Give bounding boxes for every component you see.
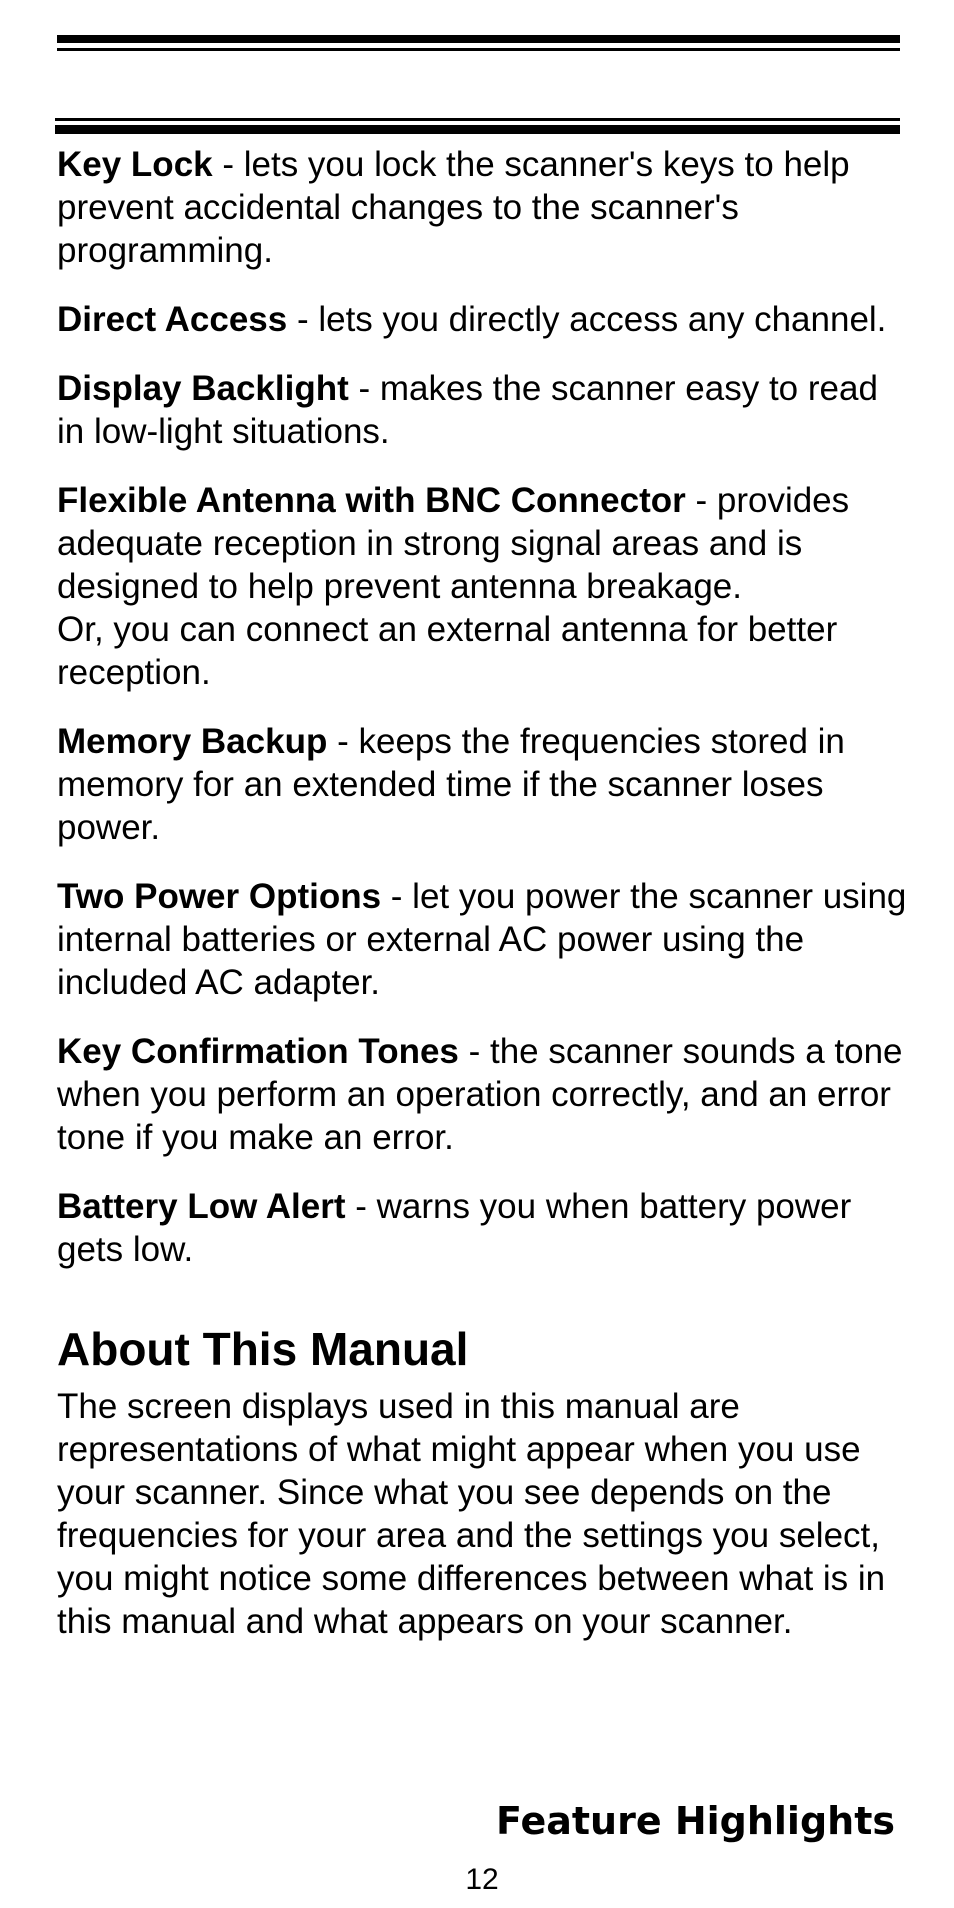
feature-description: - keeps the frequencies stored in memory for an extended time if the scanner loses power. xyxy=(57,722,845,847)
top-rule-thick xyxy=(57,35,900,43)
feature-key-lock xyxy=(57,143,907,272)
feature-battery-low-alert xyxy=(57,1185,907,1271)
feature-term: Memory Backup xyxy=(57,722,328,761)
page-content xyxy=(57,143,907,1643)
feature-description: - warns you when battery power gets low. xyxy=(57,1187,852,1269)
feature-description: - let you power the scanner using internal batteries or external AC power using the included AC adapter. xyxy=(57,877,907,1002)
top-rule-thin xyxy=(57,48,900,51)
page-number: 12 xyxy=(465,1863,499,1896)
feature-term: Flexible Antenna with BNC Connector xyxy=(57,481,686,520)
feature-flexible-antenna xyxy=(57,479,907,694)
feature-term: Key Lock xyxy=(57,145,213,184)
header-rule-thick xyxy=(55,125,900,134)
section-title: About This Manual xyxy=(57,1323,469,1375)
feature-term: Battery Low Alert xyxy=(57,1187,346,1226)
section-body: The screen displays used in this manual are representations of what might appear when you use your scanner. Since what you see depends on the frequencies for your area and the settings you select, you might notice some differences between what is in this manual and what appears on your scanner. xyxy=(57,1387,886,1641)
header-rule-thin xyxy=(55,118,900,121)
feature-description: - lets you directly access any channel. xyxy=(287,300,887,339)
feature-term: Two Power Options xyxy=(57,877,382,916)
feature-description: - provides adequate reception in strong signal areas and is designed to help prevent antenna breakage. xyxy=(57,481,850,606)
feature-term: Display Backlight xyxy=(57,369,349,408)
feature-description: - makes the scanner easy to read in low-light situations. xyxy=(57,369,878,451)
feature-description: - the scanner sounds a tone when you perform an operation correctly, and an error tone if you make an error. xyxy=(57,1032,903,1157)
feature-description: - lets you lock the scanner's keys to help prevent accidental changes to the scanner's programming. xyxy=(57,145,850,270)
running-head: Feature Highlights xyxy=(496,1799,895,1843)
feature-description-continued: Or, you can connect an external antenna for better reception. xyxy=(57,610,838,692)
feature-term: Direct Access xyxy=(57,300,288,339)
feature-two-power-options xyxy=(57,875,907,1004)
feature-direct-access xyxy=(57,298,907,341)
feature-memory-backup xyxy=(57,720,907,849)
feature-term: Key Confirmation Tones xyxy=(57,1032,459,1071)
feature-display-backlight xyxy=(57,367,907,453)
feature-key-confirmation-tones xyxy=(57,1030,907,1159)
